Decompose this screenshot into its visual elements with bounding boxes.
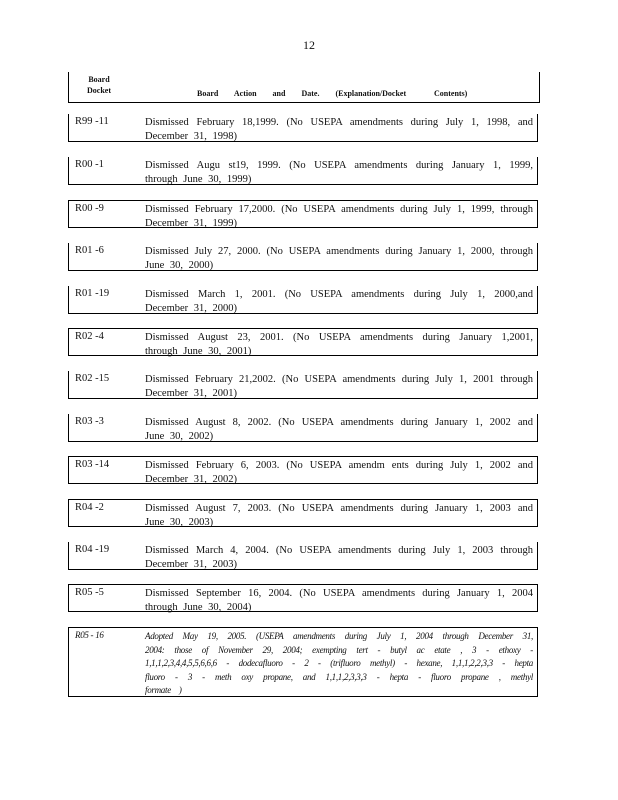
board-action: Dismissed August 23, 2001. (No USEPA amendments during January 1,2001, through June 30, 2001) [145, 332, 533, 357]
docket-number: R99 -11 [75, 116, 109, 127]
docket-number: R02 -15 [75, 373, 110, 384]
table-row [68, 456, 538, 484]
table-header [68, 72, 540, 103]
table-row [68, 200, 538, 228]
header-docket-label: Docket [87, 86, 111, 95]
header-contents-label: Contents) [434, 89, 468, 98]
board-action: Dismissed March 4, 2004. (No USEPA amendments during July 1, 2003 through December 31, 2003) [145, 545, 533, 570]
table-row [68, 584, 538, 612]
board-action: Dismissed March 1, 2001. (No USEPA amendments during July 1, 2000,and December 31, 2000) [145, 289, 533, 314]
board-action: Dismissed February 18,1999. (No USEPA amendments during July 1, 1998, and December 31, 1998) [145, 117, 533, 142]
board-action: Adopted May 19, 2005. (USEPA amendments during July 1, 2004 through December 31, 2004: those of November 29, 2004; exempting tert - butyl ac etate , 3 - ethoxy - 1,1,1,2,3,4,4,5,5,6,6,6 - dodecafluoro - 2 - (trifluoro methyl) - hexane, 1,1,1,2,2,3,3 - hepta fluoro - 3 - meth oxy propane, and 1,1,1,2,3,3,3 - hepta - fluoro propane , methyl formate ) [145, 631, 533, 695]
board-action: Dismissed Augu st19, 1999. (No USEPA amendments during January 1, 1999, through June 30, 1999) [145, 160, 533, 185]
docket-number: R00 -9 [75, 203, 104, 214]
docket-number: R01 -19 [75, 288, 110, 299]
board-action: Dismissed February 21,2002. (No USEPA amendments during July 1, 2001 through December 31, 2001) [145, 374, 533, 399]
header-board-docket [87, 74, 111, 96]
table-row [68, 499, 538, 527]
header-board-label: Board [88, 75, 110, 84]
header-action-label: Board Action and Date. (Explanation/Docket [197, 89, 407, 98]
table-row [68, 328, 538, 356]
table-row [68, 286, 538, 314]
docket-number: R05 -5 [75, 587, 104, 598]
table-row [68, 371, 538, 399]
board-action: Dismissed July 27, 2000. (No USEPA amendments during January 1, 2000, through June 30, 2000) [145, 246, 533, 271]
docket-number: R04 -19 [75, 544, 110, 555]
board-action: Dismissed September 16, 2004. (No USEPA amendments during January 1, 2004 through June 30, 2004) [145, 588, 533, 613]
table-row [68, 627, 538, 697]
docket-number: R04 -2 [75, 502, 104, 513]
table-row [68, 243, 538, 271]
table-row [68, 542, 538, 570]
table-row [68, 157, 538, 185]
docket-number: R02 -4 [75, 331, 104, 342]
table-row [68, 414, 538, 442]
docket-number: R03 -14 [75, 459, 110, 470]
board-action: Dismissed August 7, 2003. (No USEPA amendments during January 1, 2003 and June 30, 2003) [145, 503, 533, 528]
docket-number: R05 - 16 [75, 630, 104, 640]
board-action: Dismissed February 6, 2003. (No USEPA amendm ents during July 1, 2002 and December 31, 2002) [145, 460, 533, 485]
docket-number: R01 -6 [75, 245, 104, 256]
board-action: Dismissed August 8, 2002. (No USEPA amendments during January 1, 2002 and June 30, 2002) [145, 417, 533, 442]
docket-number: R00 -1 [75, 159, 104, 170]
table-row [68, 114, 538, 142]
docket-number: R03 -3 [75, 416, 104, 427]
board-action: Dismissed February 17,2000. (No USEPA amendments during July 1, 1999, through December 31, 1999) [145, 204, 533, 229]
page-number: 12 [303, 38, 315, 52]
